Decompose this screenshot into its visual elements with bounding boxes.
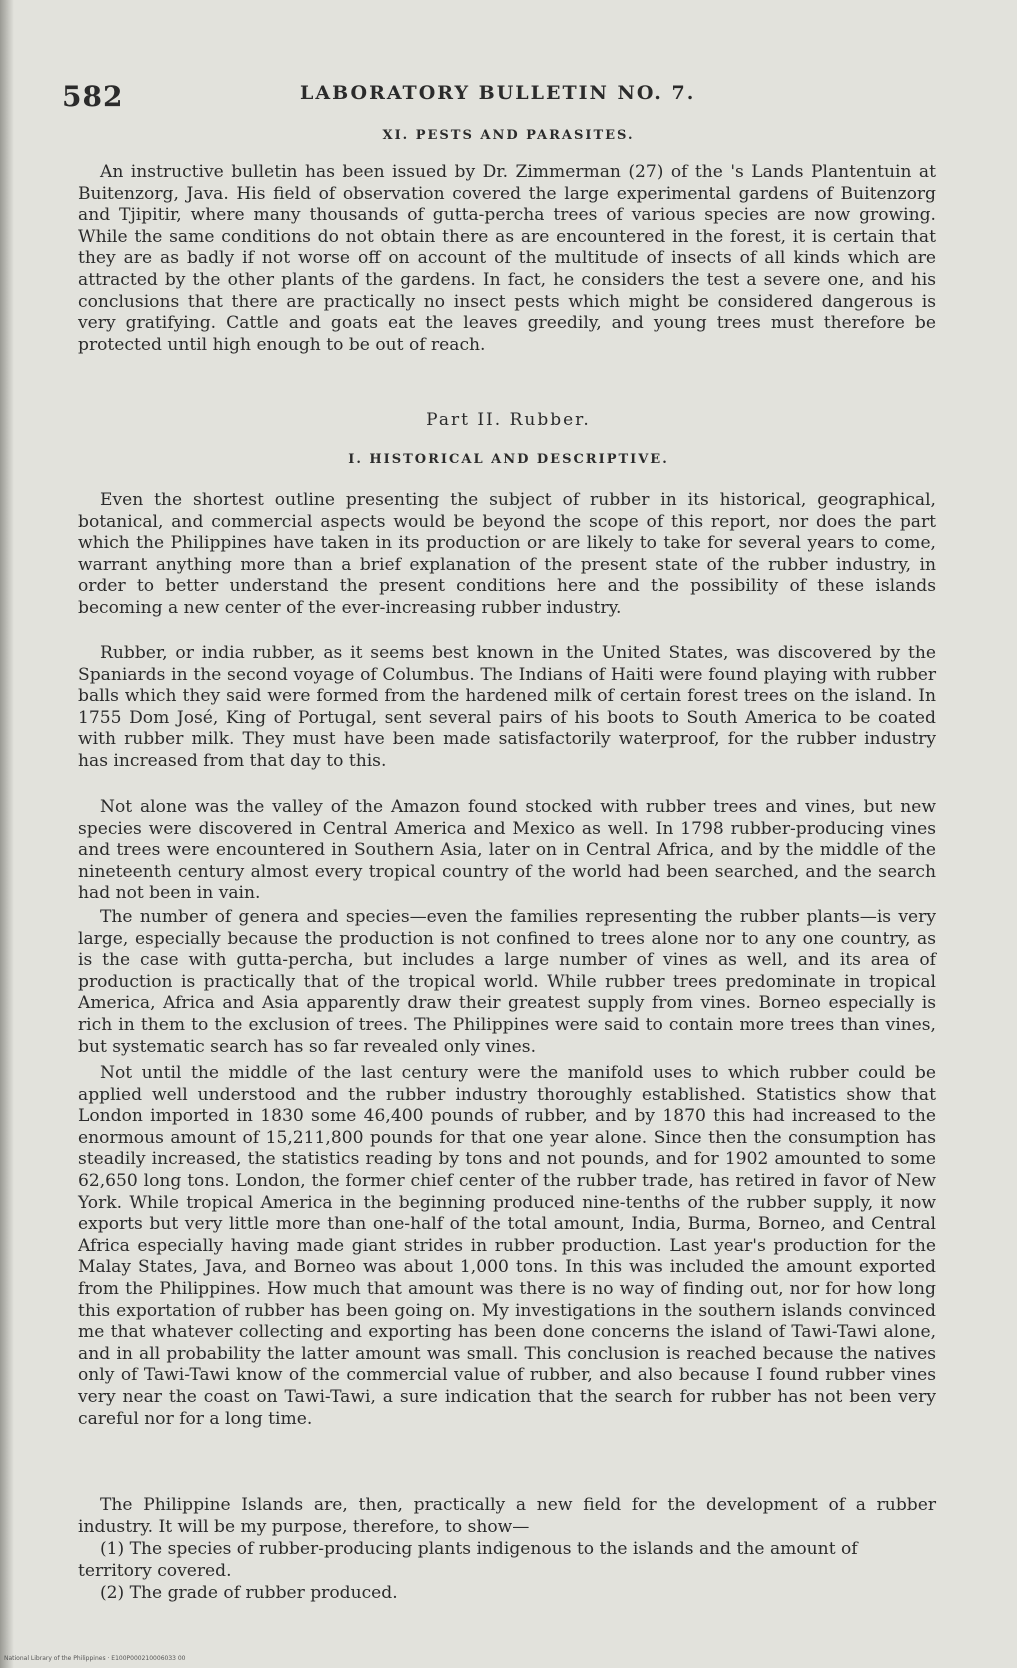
running-head: LABORATORY BULLETIN NO. 7.: [300, 82, 696, 104]
page-edge-shadow: [0, 0, 14, 1668]
paragraph-discovery: Rubber, or india rubber, as it seems best known in the United States, was discovered by the Spaniards in the second voyage of Columbus. The Indians of Haiti were found playing with rubber balls which they said were formed from the hardened milk of certain forest trees on the island. In 1755 Dom José, King of Portugal, sent several pairs of his boots to South America to be coated with rubber milk. They must have been made satisfactorily waterproof, for the rubber industry has increased from that day to this.: [78, 643, 936, 771]
list-item-species: (1) The species of rubber-producing plants indigenous to the islands and the amount of territory covered.: [78, 1539, 858, 1581]
scan-footer-note: National Library of the Philippines · E100P000210006033 00: [4, 1655, 186, 1662]
paragraph-genera: The number of genera and species—even the families representing the rubber plants—is very large, especially because the production is not confined to trees alone nor to any one country, as is the case with gutta-percha, but includes a large number of vines as well, and its area of production is practically that of the tropical world. While rubber trees predominate in tropical America, Africa and Asia apparently draw their greatest supply from vines. Borneo especially is rich in them to the exclusion of trees. The Philippines were said to contain more trees than vines, but systematic search has so far revealed only vines.: [78, 907, 936, 1057]
paragraph-outline: Even the shortest outline presenting the subject of rubber in its historical, geographical, botanical, and commercial aspects would be beyond the scope of this report, nor does the part which the Philippines have taken in its production or are likely to take for several years to come, warrant anything more than a brief explanation of the present state of the rubber industry, in order to better understand the present conditions here and the possibility of these islands becoming a new center of the ever-increasing rubber industry.: [78, 490, 936, 618]
part-heading-rubber: Part II. Rubber.: [426, 410, 591, 430]
paragraph-amazon: Not alone was the valley of the Amazon found stocked with rubber trees and vines, but new species were discovered in Central America and Mexico as well. In 1798 rubber-producing vines and trees were encountered in Southern Asia, later on in Central Africa, and by the middle of the nineteenth century almost every tropical country of the world had been searched, and the search had not been in vain.: [78, 797, 936, 904]
section-heading-pests: XI. PESTS AND PARASITES.: [382, 128, 635, 143]
section-heading-historical: I. HISTORICAL AND DESCRIPTIVE.: [348, 452, 669, 467]
paragraph-statistics: Not until the middle of the last century were the manifold uses to which rubber could be applied well understood and the rubber industry thoroughly established. Statistics show that London imported in 1830 some 46,400 pounds of rubber, and by 1870 this had increased to the enormous amount of 15,211,800 pounds for that one year alone. Since then the consumption has steadily increased, the statistics reading by tons and not pounds, and for 1902 amounted to some 62,650 long tons. London, the former chief center of the rubber trade, has retired in favor of New York. While tropical America in the beginning produced nine-tenths of the rubber supply, it now exports but very little more than one-half of the total amount, India, Burma, Borneo, and Central Africa especially having made giant strides in rubber production. Last year's production for the Malay States, Java, and Borneo was about 1,000 tons. In this was included the amount exported from the Philippines. How much that amount was there is no way of finding out, nor for how long this exportation of rubber has been going on. My investigations in the southern islands convinced me that whatever collecting and exporting has been done concerns the island of Tawi-Tawi alone, and in all probability the latter amount was small. This conclusion is reached because the natives only of Tawi-Tawi know of the commercial value of rubber, and also because I found rubber vines very near the coast on Tawi-Tawi, a sure indication that the search for rubber has not been very careful nor for a long time.: [78, 1063, 936, 1429]
paragraph-new-field: The Philippine Islands are, then, practically a new field for the development of a rubber industry. It will be my purpose, therefore, to show—: [78, 1495, 936, 1537]
page-number: 582: [62, 80, 124, 113]
list-item-grade: (2) The grade of rubber produced.: [100, 1583, 398, 1603]
paragraph-pests: An instructive bulletin has been issued by Dr. Zimmerman (27) of the 's Lands Plantentuin at Buitenzorg, Java. His field of observation covered the large experimental gardens of Buitenzorg and Tjipitir, where many thousands of gutta-percha trees of various species are now growing. While the same conditions do not obtain there as are encountered in the forest, it is certain that they are as badly if not worse off on account of the multitude of insects of all kinds which are attracted by the other plants of the gardens. In fact, he considers the test a severe one, and his conclusions that there are practically no insect pests which might be considered dangerous is very gratifying. Cattle and goats eat the leaves greedily, and young trees must therefore be protected until high enough to be out of reach.: [78, 162, 936, 355]
